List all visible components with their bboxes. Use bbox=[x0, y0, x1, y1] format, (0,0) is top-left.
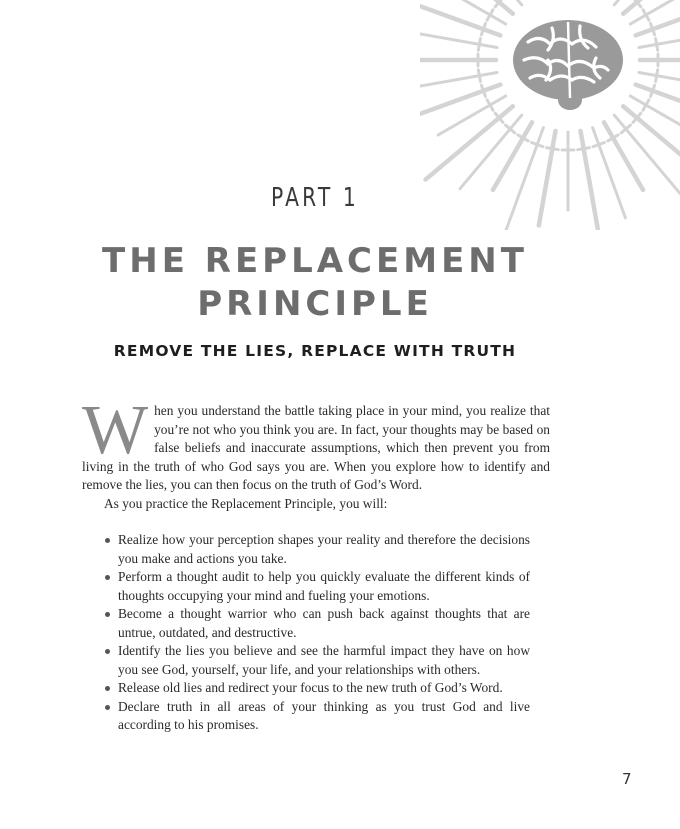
sword-crossguard bbox=[478, 38, 480, 50]
intro-paragraph bbox=[82, 392, 550, 495]
sword-ray bbox=[438, 0, 506, 24]
bullet-item: Release old lies and redirect your focus to the new truth of God’s Word. bbox=[82, 679, 550, 698]
body-text bbox=[82, 392, 550, 735]
bullet-item: Realize how your perception shapes your reality and therefore the decisions you make and actions you take. bbox=[82, 531, 550, 568]
title-line-2: PRINCIPLE bbox=[197, 284, 433, 324]
sword-crossguard bbox=[578, 148, 590, 150]
sword-crossguard bbox=[651, 85, 655, 96]
sword-crossguard bbox=[593, 143, 604, 147]
part-label: PART 1 bbox=[271, 183, 359, 213]
sword-crossguard bbox=[546, 148, 558, 150]
bullet-item: Become a thought warrior who can push back against thoughts that are untrue, outdated, and destructive. bbox=[82, 605, 550, 642]
title-line-1: THE REPLACEMENT bbox=[102, 241, 528, 281]
sword-ray bbox=[504, 128, 543, 230]
sword-crossguard bbox=[651, 24, 655, 35]
lead-in-text: As you practice the Replacement Principle, you will: bbox=[104, 495, 388, 511]
page-number: 7 bbox=[622, 770, 632, 788]
sword-crossguard bbox=[478, 70, 480, 82]
drop-cap: W bbox=[82, 392, 149, 469]
bullet-list bbox=[82, 531, 550, 735]
bullet-item: Declare truth in all areas of your thinking as you trust God and live according to his promises. bbox=[82, 698, 550, 735]
sword-crossguard bbox=[656, 38, 658, 50]
brain-icon bbox=[513, 20, 623, 110]
intro-text: hen you understand the battle taking place in your mind, you realize that you’re not who you think you are. In fact, your thoughts may be based on false beliefs and inaccurate assumptions, which then prevent you from living in the truth of who God says you are. When you explore how to identify and remove the lies, you can then focus on the truth of God’s Word. bbox=[82, 403, 550, 492]
sword-crossguard bbox=[481, 85, 485, 96]
chapter-subtitle: REMOVE THE LIES, REPLACE WITH TRUTH bbox=[113, 342, 517, 360]
sword-crossguard bbox=[532, 143, 543, 147]
bullet-item: Identify the lies you believe and see the harmful impact they have on how you see God, yourself, your life, and your relationships with others. bbox=[82, 642, 550, 679]
sword-crossguard bbox=[656, 70, 658, 82]
sword-ray bbox=[420, 31, 497, 48]
bullet-item: Perform a thought audit to help you quickly evaluate the different kinds of thoughts occupying your mind and fueling your emotions. bbox=[82, 568, 550, 605]
chapter-title bbox=[0, 240, 630, 326]
sword-crossguard bbox=[481, 24, 485, 35]
sword-ray bbox=[448, 0, 521, 5]
